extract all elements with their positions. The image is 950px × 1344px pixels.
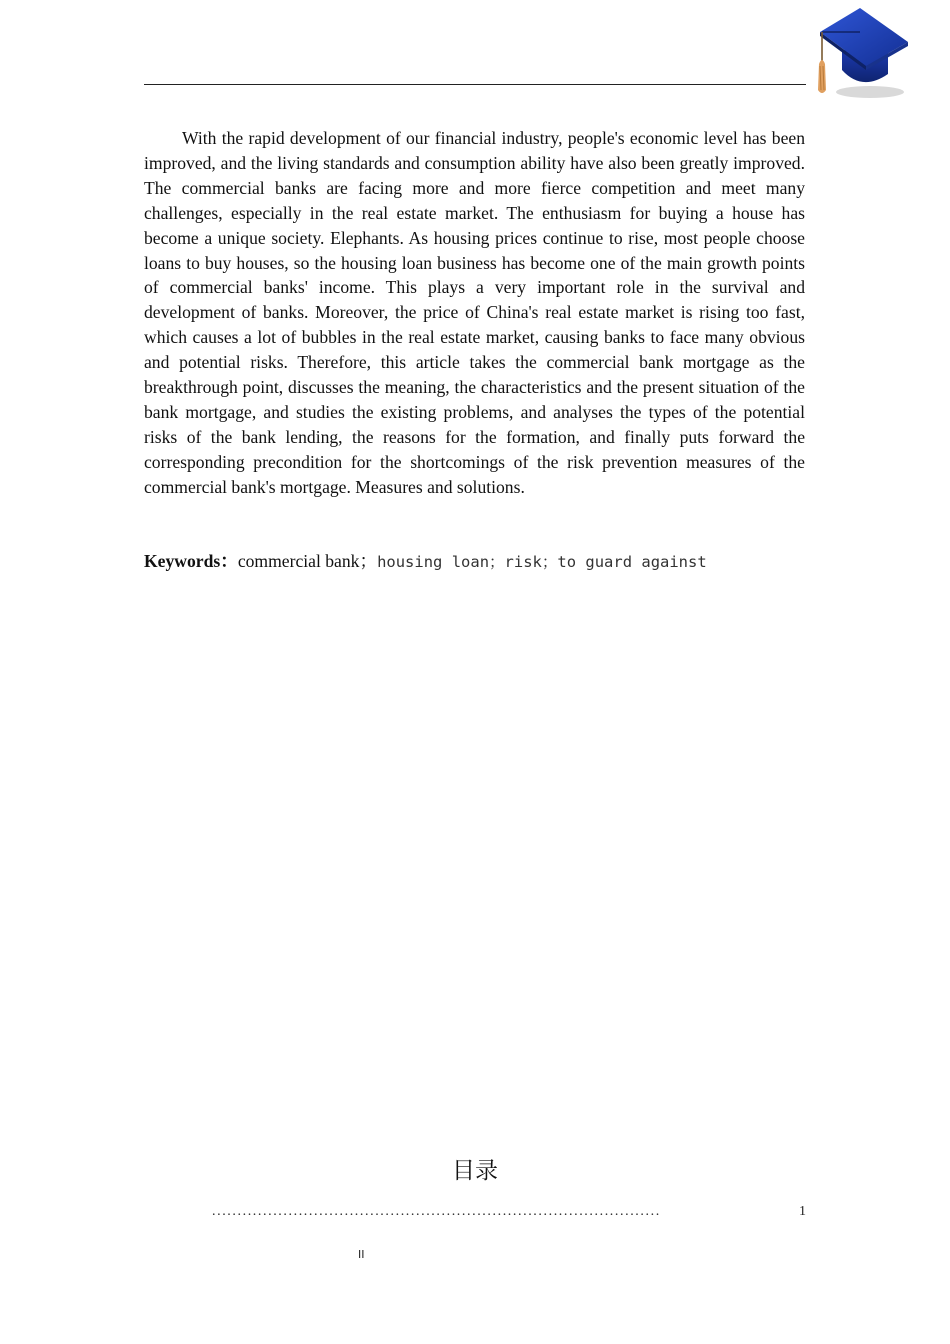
keyword-commercial-bank: commercial bank； [237, 551, 378, 571]
header-rule [144, 84, 806, 85]
keywords-line [144, 549, 844, 574]
toc-entry-page: 1 [799, 1204, 806, 1219]
keywords-label: Keywords： [144, 551, 238, 571]
graduation-cap-icon [812, 4, 916, 104]
keywords-remaining: housing loan；risk；to guard against [377, 553, 707, 571]
toc-dot-leader: ........................................................................................ [212, 1204, 661, 1219]
toc-entry[interactable] [212, 1198, 806, 1220]
page-number: II [358, 1248, 365, 1261]
toc-title: 目录 [452, 1158, 498, 1184]
abstract-paragraph: With the rapid development of our financial industry, people's economic level has been improved, and the living standards and consumption ability have also been greatly improved. The commercial banks are facing more and more fierce competition and meet many challenges, especially in the real estate market. The enthusiasm for buying a house has become a unique society. Elephants. As housing prices continue to rise, most people choose loans to buy houses, so the housing loan business has become one of the main growth points of commercial banks' income. This plays a very important role in the survival and development of banks. Moreover, the price of China's real estate market is rising too fast, which causes a lot of bubbles in the real estate market, causing banks to face many obvious and potential risks. Therefore, this article takes the commercial bank mortgage as the breakthrough point, discusses the meaning, the characteristics and the present situation of the bank mortgage, and studies the existing problems, and analyses the types of the potential risks of the bank lending, the reasons for the formation, and finally puts forward the corresponding precondition for the shortcomings of the risk prevention measures of the commercial bank's mortgage. Measures and solutions. [144, 128, 805, 497]
